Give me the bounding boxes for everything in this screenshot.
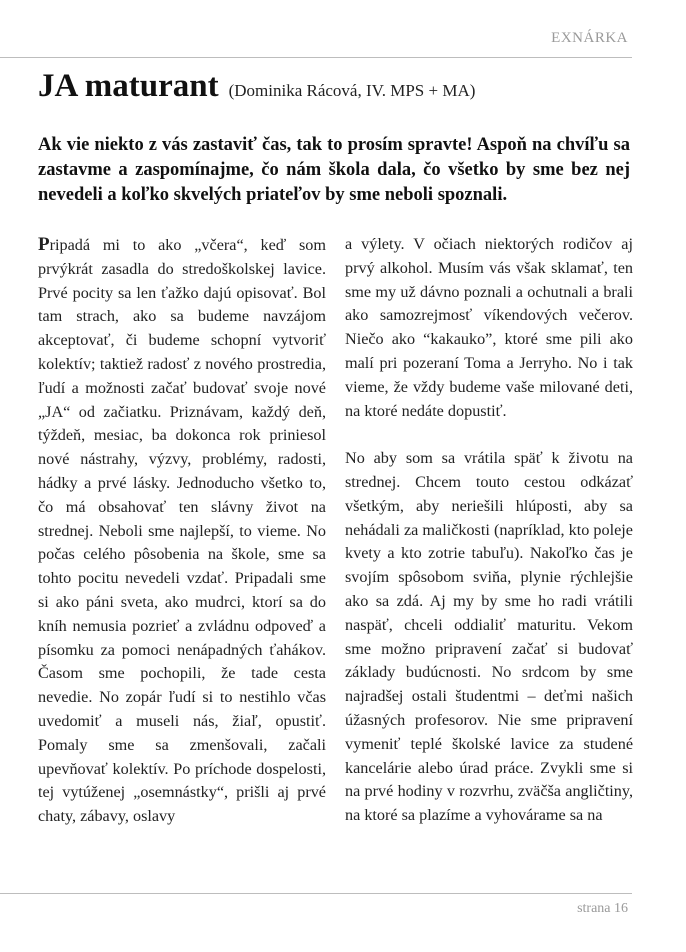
body-paragraph xyxy=(38,233,326,829)
magazine-name: EXNÁRKA xyxy=(551,30,628,46)
page-number: strana 16 xyxy=(577,901,628,916)
body-text: ripadá mi to ako „včera“, keď som prvýkrát zasadla do stredoškolskej lavice. Prvé pocity sa len ťažko dajú opisovať. Bol tam strach, ako sa budeme navzájom akceptovať, či budeme schopní vytvoriť kolektív; taktiež radosť z nového prostredia, ľudí a možnosti začať budovať svoje nové „JA“ od začiatku. Priznávam, každý deň, týždeň, mesiac, ba dokonca rok priniesol nové nástrahy, výzvy, problémy, radosti, hádky a prvé lásky. Jednoducho všetko to, čo má obsahovať ten slávny život na strednej. Neboli sme najlepší, to vieme. No počas celého pôsobenia na škole, sme sa tohto pocitu nevedeli vzdať. Pripadali sme si ako páni sveta, ako mudrci, ktorí sa do kníh nemusia pozrieť a zvládnu odpoveď a písomku za pomoci nenápadných ťahákov. Časom sme pochopili, že tade cesta nevedie. No zopár ľudí si to nestihlo včas uvedomiť a museli nás, žiaľ, opustiť. Pomaly sme sa zmenšovali, začali upevňovať kolektív. Po príchode dospelosti, tej vytúženej „osemnástky“, prišli aj prvé chaty, zábavy, oslavy xyxy=(38,236,326,826)
body-paragraph: a výlety. V očiach niektorých rodičov aj prvý alkohol. Musím vás však sklamať, ten sme my už dávno poznali a ochutnali a brali ako samozrejmosť víkendových večerov. Niečo ako “kakauko”, ktoré sme pili ako malí pri pozeraní Toma a Jerryho. No i tak vieme, že vždy budeme vaše milované deti, na ktoré nedáte dopustiť. xyxy=(345,235,633,420)
article-column-left xyxy=(38,233,326,829)
footer-divider xyxy=(0,893,632,894)
article-title: JA maturant xyxy=(38,68,219,104)
article-lead: Ak vie niekto z vás zastaviť čas, tak to prosím spravte! Aspoň na chvíľu sa zastavme a zaspomínajme, čo nám škola dala, čo všetko by sme bez nej nevedeli a koľko skvelých priateľov by sme neboli spoznali. xyxy=(38,135,630,205)
dropcap-letter: P xyxy=(38,234,50,255)
article-column-right xyxy=(345,233,633,828)
article-byline: (Dominika Rácová, IV. MPS + MA) xyxy=(228,81,476,100)
article-heading xyxy=(38,68,475,105)
body-paragraph: No aby som sa vrátila späť k životu na strednej. Chcem touto cestou odkázať všetkým, aby neriešili hlúposti, aby sa nehádali za maličkosti (napríklad, kto poleje kvety a kto zotrie tabuľu). Nakoľko čas je svojím spôsobom sviňa, plynie rýchlejšie ako sa zdá. Aj my by sme ho radi vrátili naspäť, chceli oddialiť maturitu. Vekom sme možno pripravení začať si budovať základy budúcnosti. No srdcom by sme najradšej ostali študentmi – deťmi našich úžasných profesorov. Nie sme pripravení vymeniť teplé školské lavice za studené kancelárie alebo úrad práce. Zvykli sme si na prvé hodiny v rozvrhu, zväčša angličtiny, na ktoré sa plazíme a vyhovárame sa na xyxy=(345,449,633,825)
header-divider xyxy=(0,57,632,58)
